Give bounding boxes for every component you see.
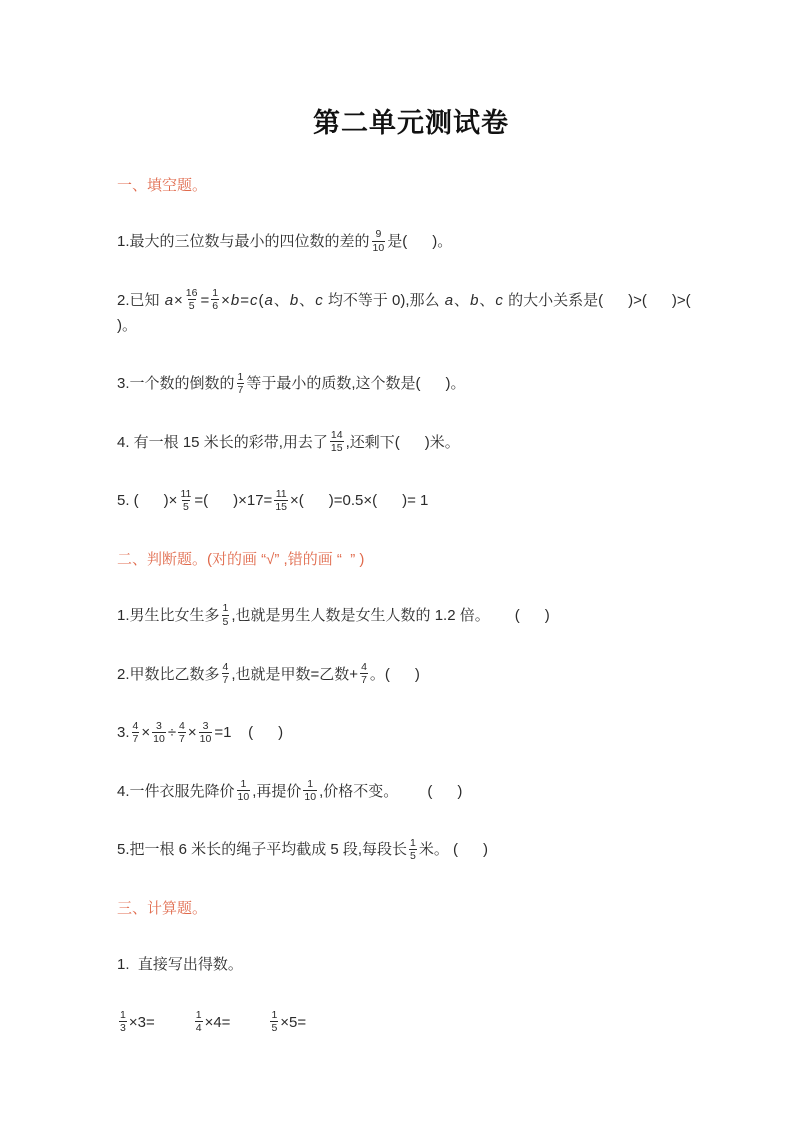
fraction: $\frac{4}{7}$ (222, 661, 229, 687)
fraction: $\frac{3}{10}$ (153, 719, 165, 745)
section-2-heading: 二、判断题。(对的画 “√” ,错的画 “ ” ) (117, 550, 365, 568)
fraction: $\frac{1}{10}$ (304, 778, 317, 804)
fraction: $\frac{9}{10}$ (372, 228, 385, 254)
section-2-question-3: 3. $\frac{4}{7}$ × $\frac{3}{10}$ ÷ $\frac{4}{7}$ × $\frac{3}{10}$ =1 ( ) (117, 719, 284, 745)
calc-expression-2: $\frac{1}{4}$ ×4= (195, 1009, 231, 1035)
section-2-question-1: 1.男生比女生多 $\frac{1}{5}$ ,也就是男生人数是女生人数的 1.2 倍。 ( ) (117, 602, 550, 628)
section-2-question-2: 2.甲数比乙数多 $\frac{4}{7}$ ,也就是甲数=乙数+ $\frac{4}{7}$ 。( ) (117, 661, 420, 687)
section-1-question-2: 2.已知 a× $\frac{16}{5}$ = $\frac{1}{6}$ ×b=c(a、b、c 均不等于 0),那么 a、b、c 的大小关系是( )>( )>( )。 (117, 287, 716, 335)
section-1-question-4: 4. 有一根 15 米长的彩带,用去了 $\frac{14}{15}$ ,还剩下( )米。 (117, 429, 460, 455)
section-1-question-5: 5. ( )× $\frac{11}{5}$ =( )×17= $\frac{11}{15}$ ×( )=0.5×( )= 1 (117, 487, 429, 513)
fraction: $\frac{1}{3}$ (120, 1009, 126, 1035)
fraction: $\frac{3}{10}$ (199, 719, 212, 745)
fraction: $\frac{14}{15}$ (330, 429, 343, 455)
fraction: $\frac{11}{5}$ (180, 487, 192, 513)
calc-expressions-row (117, 1010, 705, 1036)
fraction: $\frac{4}{7}$ (179, 719, 185, 745)
page-title: 第二单元测试卷 (313, 108, 509, 138)
fraction: $\frac{4}{7}$ (361, 661, 367, 687)
section-1-heading: 一、填空题。 (117, 177, 208, 194)
fraction: $\frac{1}{5}$ (222, 602, 229, 628)
calc-expression-3: $\frac{1}{5}$ ×5= (271, 1009, 307, 1035)
fraction: $\frac{1}{4}$ (195, 1009, 202, 1035)
fraction: $\frac{11}{15}$ (275, 487, 287, 513)
fraction: $\frac{16}{5}$ (185, 287, 198, 313)
fraction: $\frac{1}{6}$ (212, 287, 219, 313)
fraction: $\frac{1}{5}$ (410, 836, 416, 862)
fraction: $\frac{1}{7}$ (237, 370, 244, 396)
fraction: $\frac{1}{10}$ (237, 778, 250, 804)
section-1-question-3: 3.一个数的倒数的 $\frac{1}{7}$ 等于最小的质数,这个数是( )。 (117, 370, 466, 396)
calc-expression-1: $\frac{1}{3}$ ×3= (120, 1009, 155, 1035)
fraction: $\frac{1}{5}$ (271, 1009, 278, 1035)
section-2-question-4: 4.一件衣服先降价 $\frac{1}{10}$ ,再提价 $\frac{1}{10}$ ,价格不变。 ( ) (117, 778, 463, 804)
section-2-question-5: 5.把一根 6 米长的绳子平均截成 5 段,每段长 $\frac{1}{5}$ 米。 ( ) (117, 836, 489, 862)
fraction: $\frac{4}{7}$ (132, 719, 139, 745)
section-3-heading: 三、计算题。 (117, 899, 208, 917)
section-3-subquestion-label: 1. 直接写出得数。 (117, 955, 243, 973)
section-1-question-1: 1.最大的三位数与最小的四位数的差的 $\frac{9}{10}$ 是( )。 (117, 228, 453, 254)
